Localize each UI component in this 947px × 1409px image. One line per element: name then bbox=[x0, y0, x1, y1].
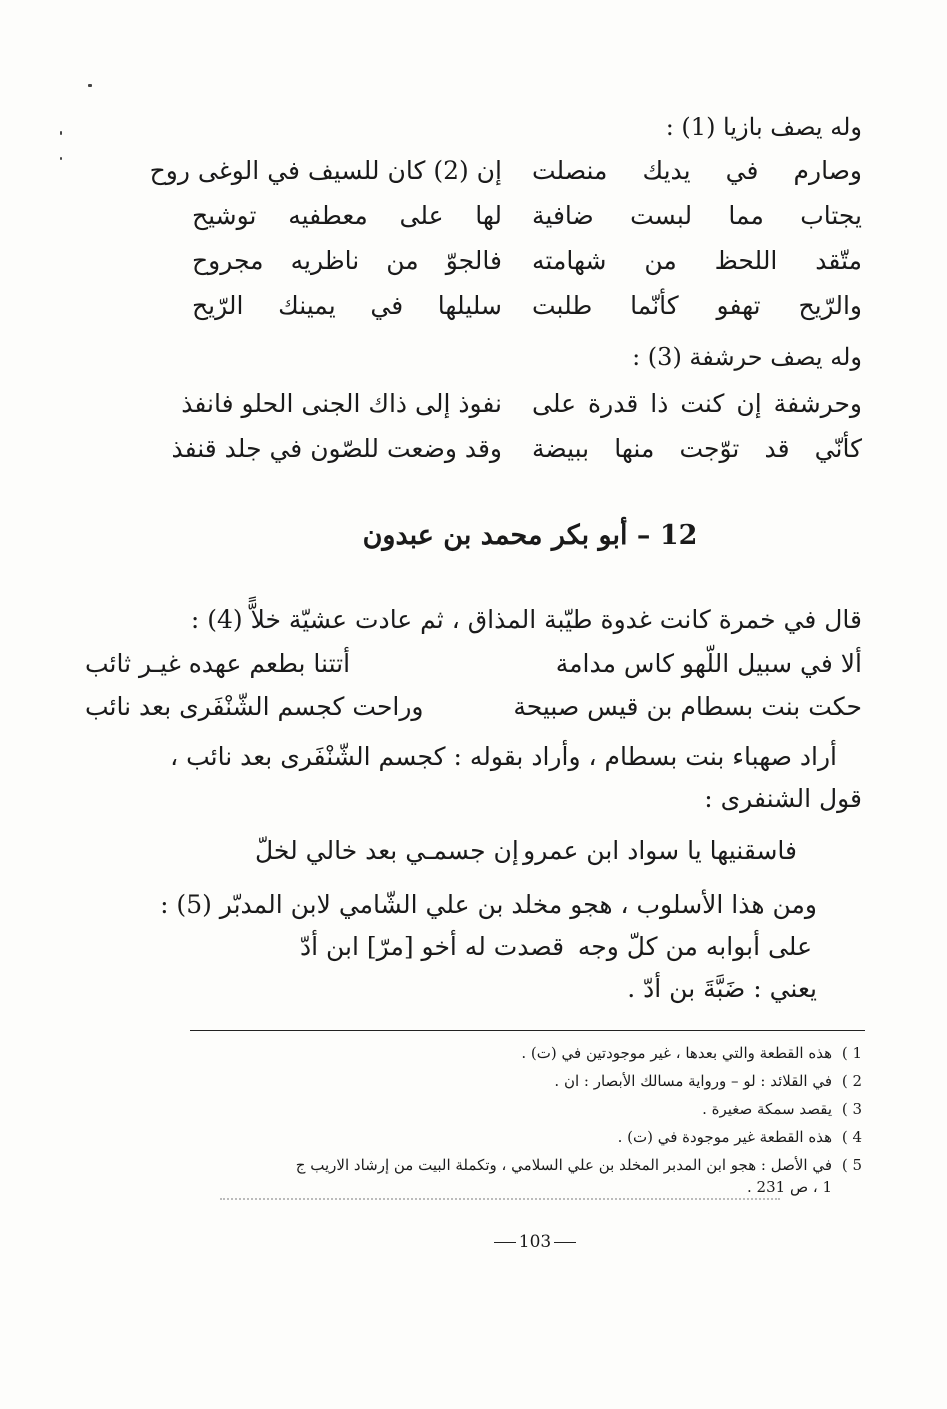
hemistich-first: حكت بنت بسطام بن قيس صبيحة bbox=[513, 692, 862, 721]
hemistich-first: وحرشفة إن كنت ذا قدرة على bbox=[532, 389, 862, 418]
footnote-number: 4 ) bbox=[841, 1128, 862, 1146]
scan-noise bbox=[220, 1198, 780, 1204]
hemistich-first: وصارم في يديك منصلت bbox=[532, 156, 862, 185]
footnote bbox=[296, 1154, 862, 1176]
footnote-number: 3 ) bbox=[841, 1100, 862, 1118]
hemistich-second: إن (2) كان للسيف في الوغى روح bbox=[149, 156, 502, 185]
hemistich-second: فالجوّ من ناظريه مجروح bbox=[192, 246, 502, 275]
footnote-number: 5 ) bbox=[841, 1156, 862, 1174]
footnote bbox=[702, 1098, 862, 1120]
section-heading: 12 – أبو بكر محمد بن عبدون bbox=[362, 520, 698, 551]
paragraph-line: ومن هذا الأسلوب ، هجو مخلد بن علي الشّامي لابن المدبّر (5) : bbox=[160, 890, 817, 919]
hemistich-second: سليلها في يمينك الرّيح bbox=[192, 291, 502, 320]
page-number-value: 103 bbox=[518, 1232, 552, 1252]
footnote-text: في القلائد : لو – ورواية مسالك الأبصار : ان . bbox=[554, 1072, 832, 1090]
hemistich-second: وقد وضعت للصّون في جلد قنفذ bbox=[171, 434, 502, 463]
hemistich-second: على أبوابه من كلّ وجه bbox=[577, 932, 812, 961]
hemistich-first: ألا في سبيل اللّهو كاس مدامة bbox=[555, 649, 862, 678]
hemistich-second: نفوذ إلى ذاك الجنى الحلو فانفذ bbox=[181, 389, 502, 418]
hemistich-first: والرّيح تهفو كأنّما طلبت bbox=[532, 291, 862, 320]
dash-icon bbox=[554, 1242, 576, 1243]
hemistich-first: قصدت له أخو [مرّ] ابن أدّ bbox=[300, 932, 565, 961]
hemistich-second: أتتنا بطعم عهده غيـر ثائب bbox=[85, 649, 351, 678]
footnote-text: هذه القطعة غير موجودة في (ت) . bbox=[617, 1128, 832, 1146]
footnote-text: يقصد سمكة صغيرة . bbox=[702, 1100, 832, 1118]
paragraph-line: قول الشنفرى : bbox=[704, 784, 862, 813]
footnote-text: في الأصل : هجو ابن المدبر المخلد بن علي السلامي ، وتكملة البيت من إرشاد الاريب ج bbox=[295, 1156, 832, 1174]
footnote bbox=[554, 1070, 862, 1092]
page-number bbox=[0, 1232, 947, 1252]
scan-speck bbox=[88, 84, 92, 87]
dash-icon bbox=[494, 1242, 516, 1243]
paragraph-line: يعني : ضَبَّةَ بن أدّ . bbox=[627, 974, 817, 1003]
hemistich-first: كأنّي قد توّجت منها ببيضة bbox=[532, 434, 862, 463]
scan-speck bbox=[60, 131, 62, 135]
hemistich-first: يجتاب مما لبست ضافية bbox=[532, 201, 862, 230]
hemistich-second: وراحت كجسم الشّنْفَرى بعد نائب bbox=[85, 692, 424, 721]
intro-line: وله يصف حرشفة (3) : bbox=[632, 343, 862, 371]
footnote-text: 1 ، ص 231 . bbox=[746, 1178, 832, 1196]
hemistich-second: إن جسمـي بعد خالي لخلّ bbox=[255, 836, 519, 865]
hemistich-first: متّقد اللحظ من شهامته bbox=[532, 246, 862, 275]
hemistich-first: فاسقنيها يا سواد ابن عمرو bbox=[523, 836, 797, 865]
scan-speck bbox=[60, 157, 62, 160]
intro-line: وله يصف بازيا (1) : bbox=[665, 113, 862, 141]
paragraph-line: قال في خمرة كانت غدوة طيّبة المذاق ، ثم عادت عشيّة خلاًّ (4) : bbox=[190, 605, 862, 634]
footnote-number: 2 ) bbox=[841, 1072, 862, 1090]
paragraph-line: أراد صهباء بنت بسطام ، وأراد بقوله : كجسم الشّنْفَرى بعد نائب ، bbox=[170, 742, 837, 771]
footnote bbox=[747, 1176, 862, 1198]
footnote-divider bbox=[190, 1030, 865, 1031]
footnote-text: هذه القطعة والتي بعدها ، غير موجودتين في (ت) . bbox=[521, 1044, 832, 1062]
hemistich-second: لها على معطفيه توشيح bbox=[192, 201, 502, 230]
footnote bbox=[618, 1126, 862, 1148]
footnote bbox=[521, 1042, 862, 1064]
footnote-number: 1 ) bbox=[841, 1044, 862, 1062]
